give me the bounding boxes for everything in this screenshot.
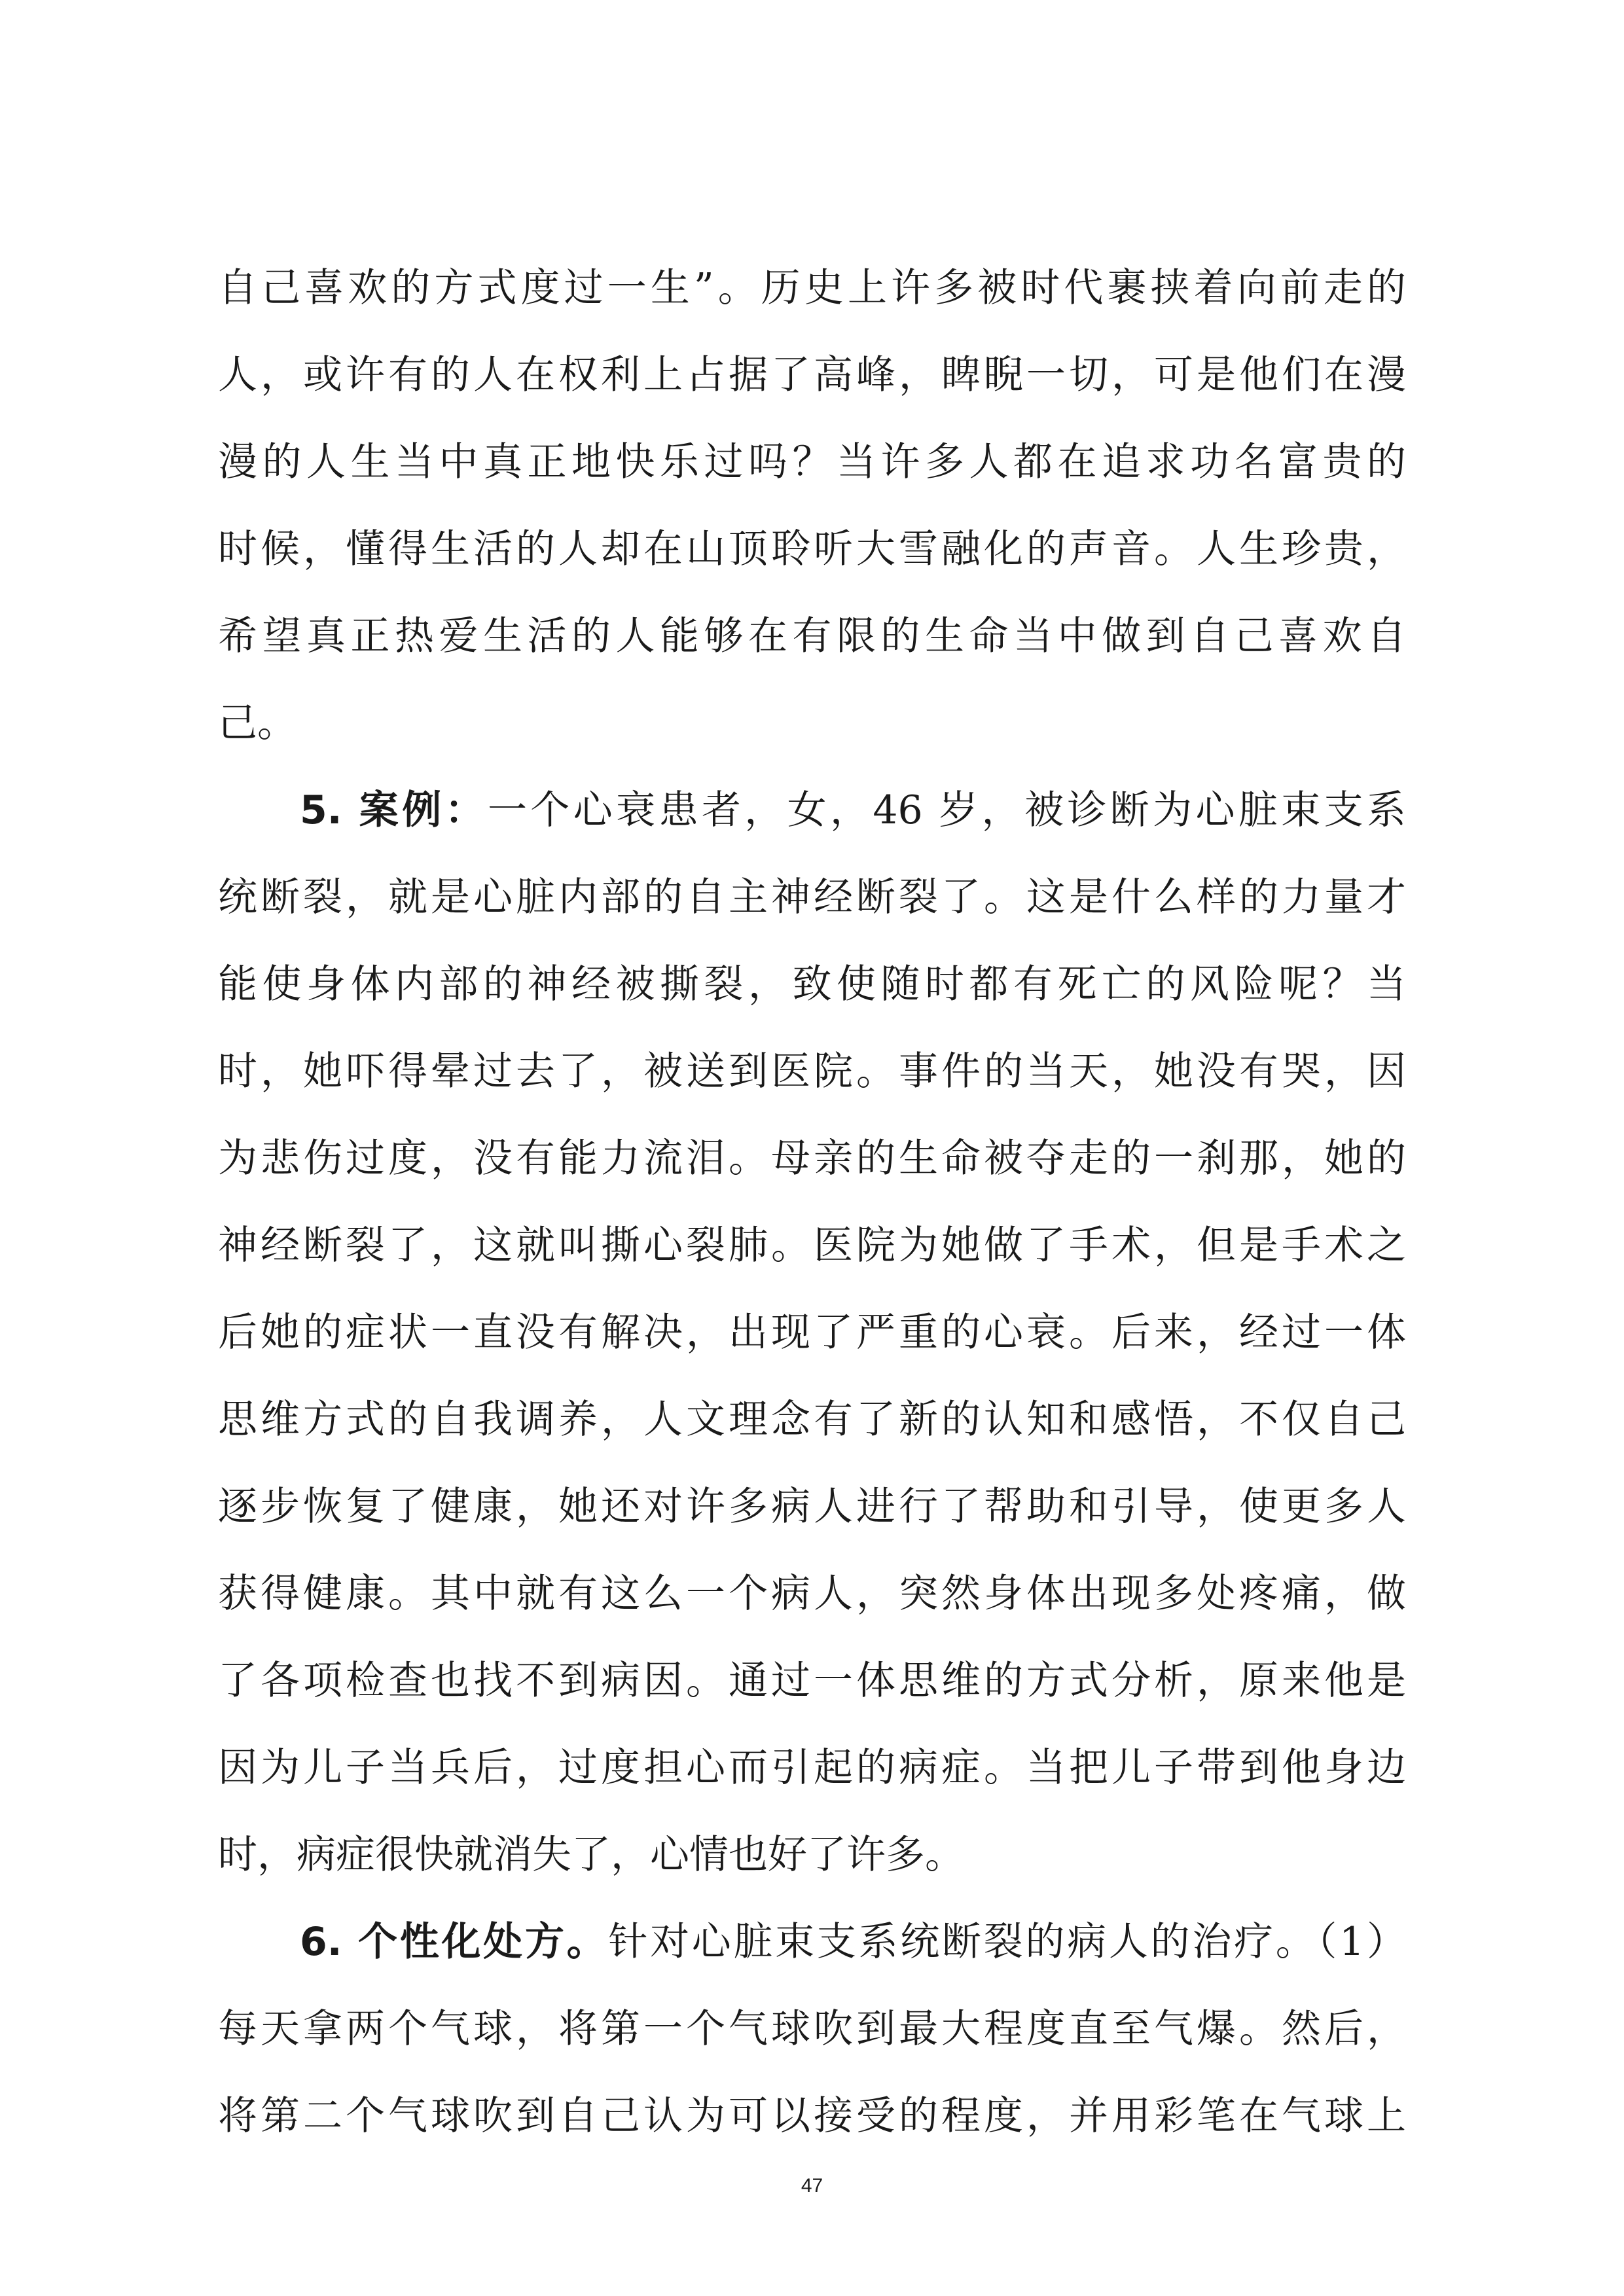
paragraph-line: 为悲伤过度，没有能力流泪。母亲的生命被夺走的一刹那，她的 (218, 1136, 1406, 1181)
paragraph-line: 能使身体内部的神经被撕裂，致使随时都有死亡的风险呢？当 (218, 961, 1406, 1007)
section-6-first-line (300, 1916, 1406, 1968)
section-6-heading: 6. 个性化处方。 (300, 1919, 609, 1965)
section-5-first-line-text: 一个心衰患者，女，46 岁，被诊断为心脏束支系 (487, 787, 1406, 833)
paragraph-line: 己。 (218, 700, 297, 746)
paragraph-line: 了各项检查也找不到病因。通过一体思维的方式分析，原来他是 (218, 1658, 1406, 1704)
paragraph-line: 每天拿两个气球，将第一个气球吹到最大程度直至气爆。然后， (218, 2006, 1406, 2052)
paragraph-line: 将第二个气球吹到自己认为可以接受的程度，并用彩笔在气球上 (218, 2093, 1406, 2139)
paragraph-line: 时，她吓得晕过去了，被送到医院。事件的当天，她没有哭，因 (218, 1049, 1406, 1094)
paragraph-line: 思维方式的自我调养，人文理念有了新的认知和感悟，不仅自己 (218, 1397, 1406, 1443)
paragraph-line: 自己喜欢的方式度过一生”。历史上许多被时代裹挟着向前走的 (218, 265, 1406, 311)
paragraph-line: 神经断裂了，这就叫撕心裂肺。医院为她做了手术，但是手术之 (218, 1223, 1406, 1268)
paragraph-line: 时，病症很快就消失了，心情也好了许多。 (218, 1832, 964, 1878)
paragraph-line: 后她的症状一直没有解决，出现了严重的心衰。后来，经过一体 (218, 1310, 1406, 1355)
page-number: 47 (801, 2175, 823, 2197)
paragraph-line: 时候，懂得生活的人却在山顶聆听大雪融化的声音。人生珍贵， (218, 526, 1406, 572)
paragraph-line: 统断裂，就是心脏内部的自主神经断裂了。这是什么样的力量才 (218, 874, 1406, 920)
section-5-first-line (300, 784, 1406, 836)
paragraph-line: 希望真正热爱生活的人能够在有限的生命当中做到自己喜欢自 (218, 613, 1406, 659)
paragraph-line: 逐步恢复了健康，她还对许多病人进行了帮助和引导，使更多人 (218, 1484, 1406, 1530)
paragraph-line: 漫的人生当中真正地快乐过吗？当许多人都在追求功名富贵的 (218, 439, 1406, 485)
paragraph-line: 获得健康。其中就有这么一个病人，突然身体出现多处疼痛，做 (218, 1571, 1406, 1617)
section-6-first-line-text: 针对心脏束支系统断裂的病人的治疗。（1） (608, 1919, 1406, 1965)
paragraph-line: 人，或许有的人在权利上占据了高峰，睥睨一切，可是他们在漫 (218, 352, 1406, 398)
section-5-heading: 5. 案例： (300, 787, 488, 833)
paragraph-line: 因为儿子当兵后，过度担心而引起的病症。当把儿子带到他身边 (218, 1745, 1406, 1791)
